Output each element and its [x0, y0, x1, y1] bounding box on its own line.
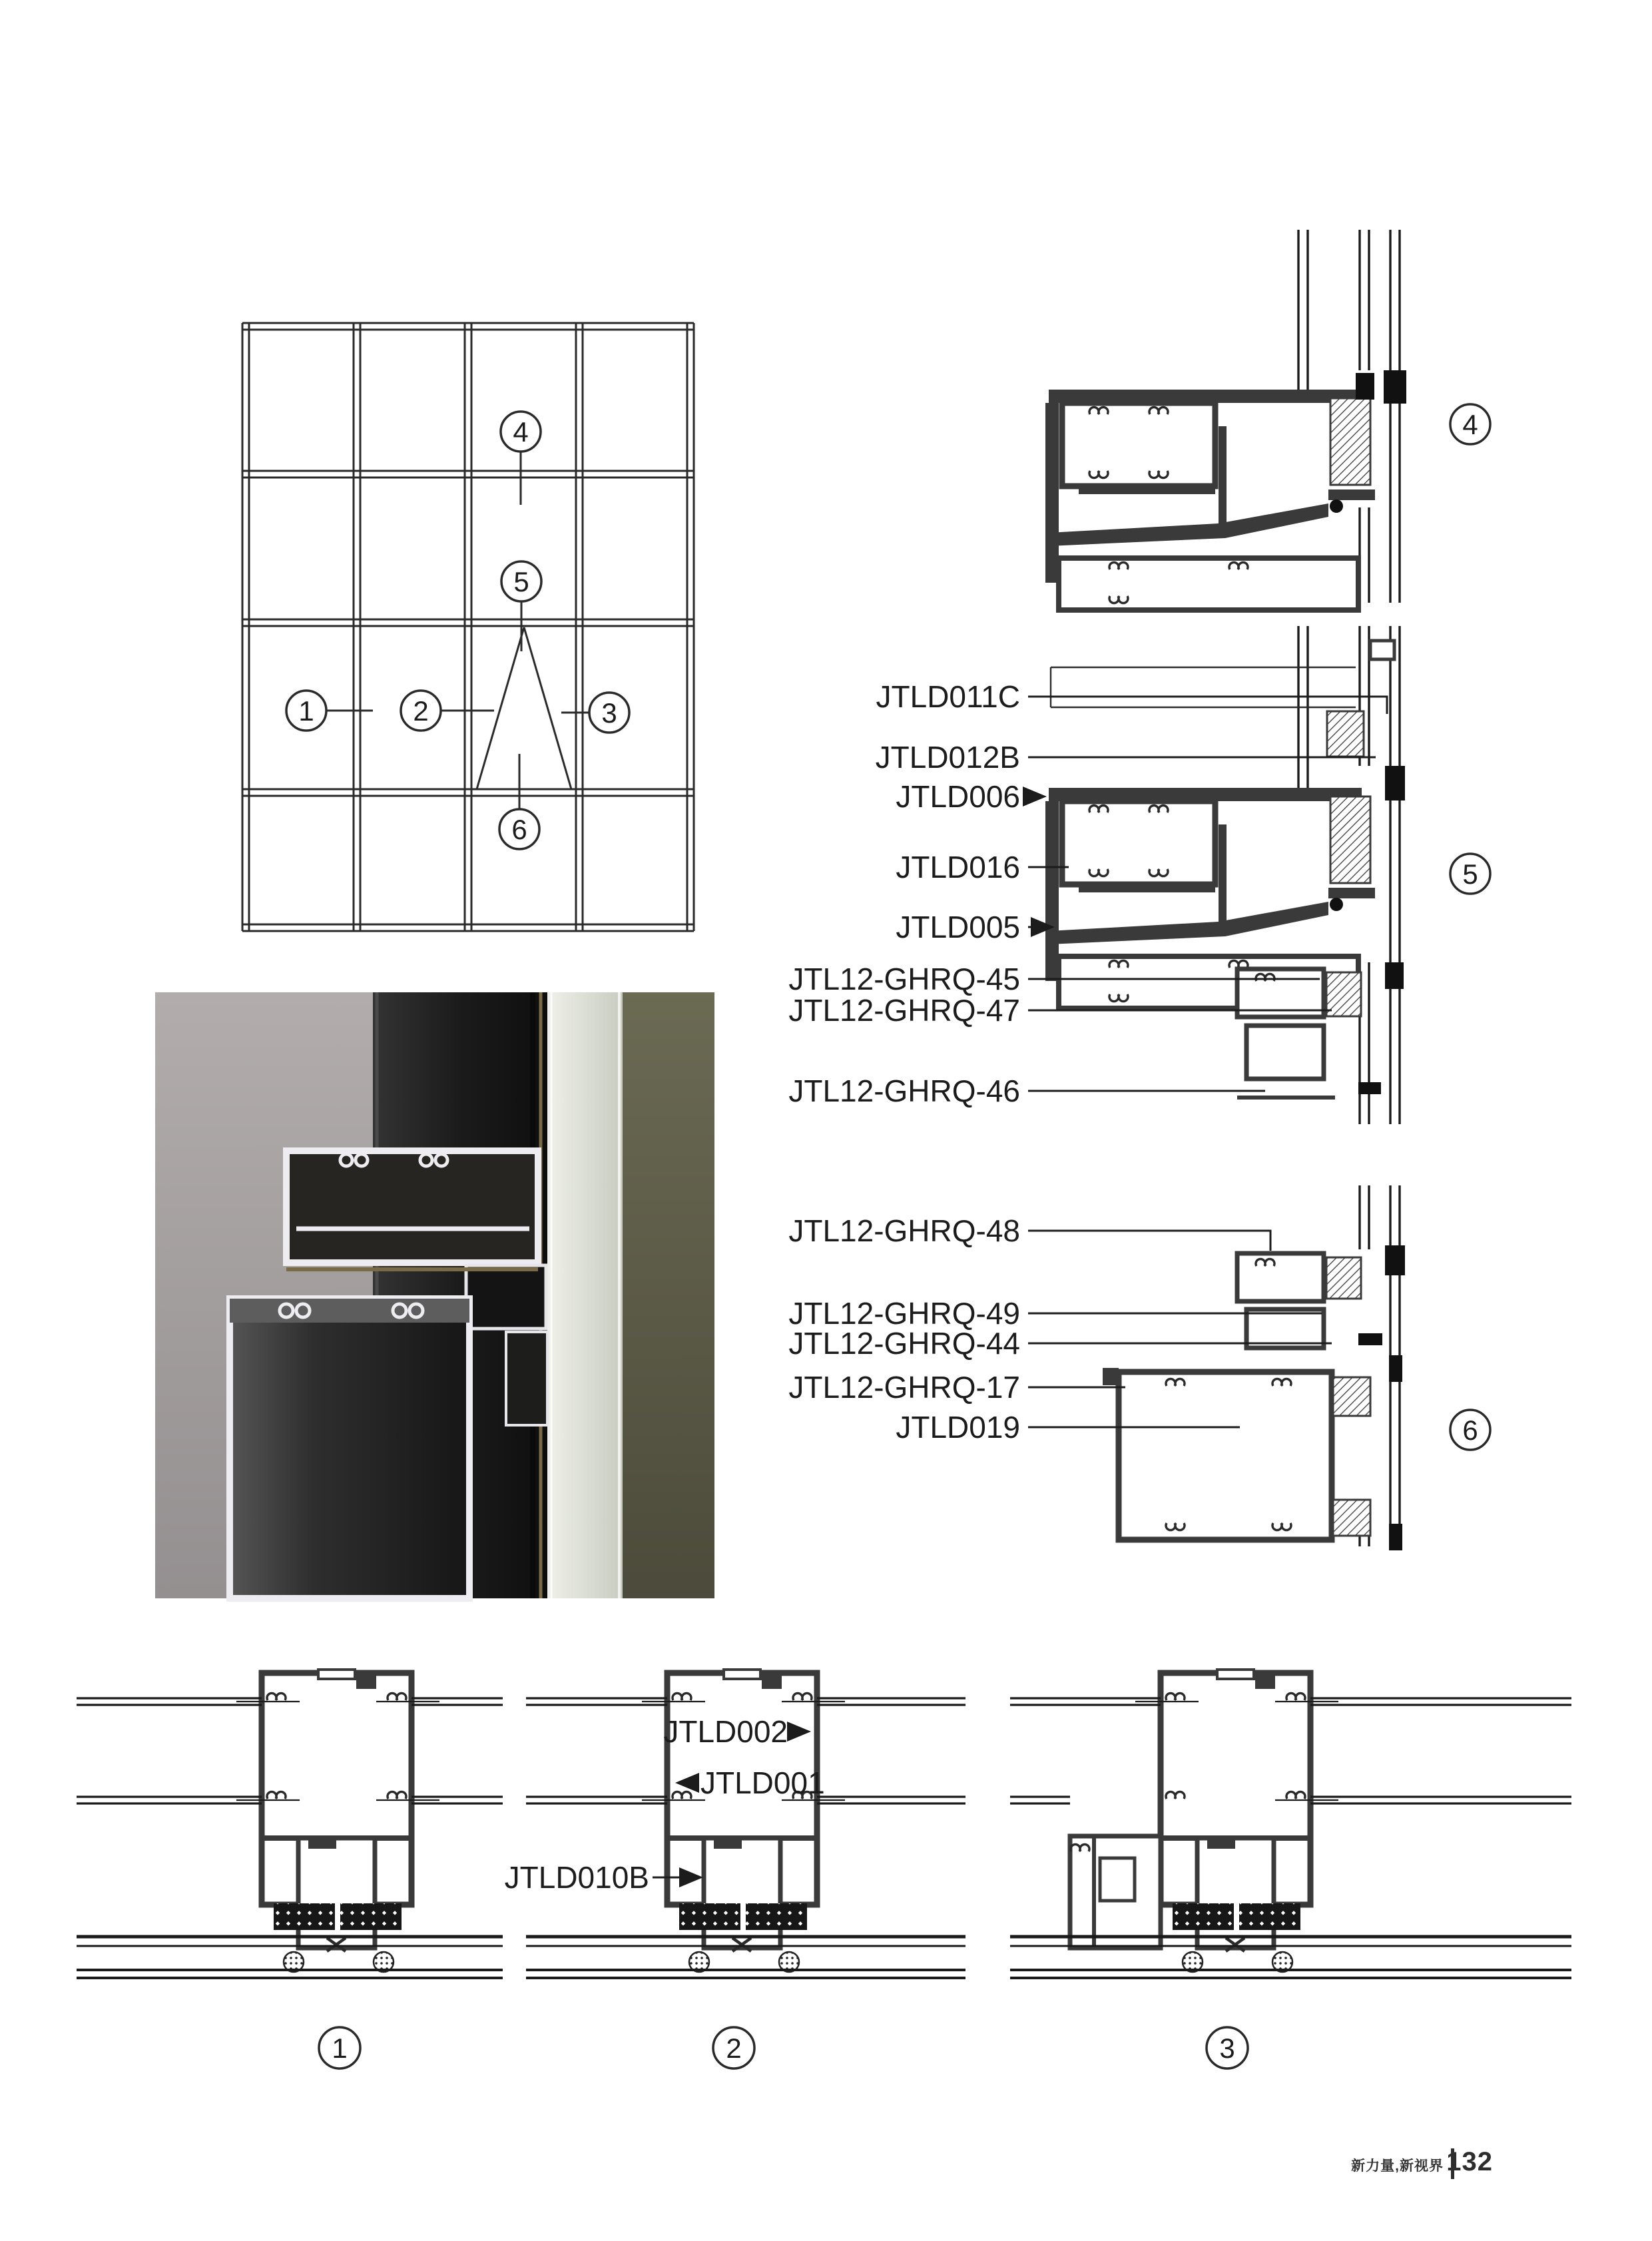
adapter-profile — [1237, 1253, 1324, 1301]
gasket — [1358, 1082, 1381, 1094]
detail-6-section — [1103, 1245, 1405, 1550]
part-label-jtld011c: JTLD011C — [876, 679, 1020, 714]
part-label-ghrq47: JTL12-GHRQ-47 — [788, 993, 1020, 1028]
sub-frame-6 — [1237, 1245, 1405, 1348]
callout-number: 6 — [511, 814, 527, 845]
elevation-callout-leaders — [326, 452, 589, 808]
callout-number: 5 — [1462, 858, 1478, 890]
photo-glass-inner — [547, 992, 623, 1598]
horizontal-section-details — [67, 1652, 1598, 2091]
detail-3-section — [1010, 1670, 1571, 1978]
page-footer — [1265, 2146, 1571, 2186]
elevation-grid — [242, 323, 694, 931]
gasket — [1389, 1355, 1402, 1382]
part-label-jtld010b: JTLD010B — [504, 1860, 649, 1895]
callout-number: 2 — [726, 2033, 742, 2064]
top-seal-block — [1327, 711, 1364, 757]
detail-4-section — [1045, 370, 1406, 610]
part-label-ghrq45: JTL12-GHRQ-45 — [788, 962, 1020, 996]
part-label-ghrq46: JTL12-GHRQ-46 — [788, 1074, 1020, 1108]
part-label-jtld006: JTLD006 — [896, 779, 1020, 814]
callout-number: 3 — [1219, 2033, 1235, 2064]
adapter-profile — [1246, 1309, 1324, 1348]
part-label-jtld001: JTLD001 — [700, 1765, 825, 1800]
part-label-jtld012b: JTLD012B — [875, 740, 1020, 775]
detail-callout-numbers — [1462, 409, 1478, 1446]
gasket — [1385, 766, 1405, 800]
bottom-callout-circles — [319, 2027, 1248, 2069]
sub-frame-5 — [1237, 962, 1404, 1098]
page-number: 132 — [1446, 2147, 1493, 2176]
detail-callout-circles — [1450, 404, 1490, 1450]
photo-glass-outer — [623, 992, 714, 1598]
part-label-ghrq49: JTL12-GHRQ-49 — [788, 1296, 1020, 1331]
frame-box — [1119, 1372, 1332, 1540]
callout-number: 5 — [513, 566, 529, 597]
curtain-wall-elevation — [200, 280, 772, 966]
detail-5-section — [1045, 641, 1405, 1098]
callout-number: 2 — [413, 695, 429, 727]
flange — [1103, 1368, 1119, 1385]
part-label-ghrq48: JTL12-GHRQ-48 — [788, 1213, 1020, 1248]
gasket — [1385, 962, 1404, 989]
part-label-jtld019: JTLD019 — [896, 1410, 1020, 1444]
callout-number: 3 — [601, 697, 617, 729]
side-vent-box — [1070, 1836, 1161, 1948]
open-sash-projection — [1051, 667, 1356, 707]
vent-triangle-symbol — [477, 627, 571, 789]
bottom-callout-numbers — [332, 2033, 1235, 2064]
mullion-box-6 — [1103, 1355, 1402, 1550]
profile-3d-render-photo — [155, 992, 714, 1598]
detail-1-section — [77, 1670, 503, 1978]
callout-number: 1 — [298, 695, 314, 727]
seal-block — [1333, 1377, 1370, 1416]
gasket — [1358, 1333, 1382, 1345]
gasket — [1385, 1245, 1405, 1275]
gasket — [1384, 370, 1406, 404]
callout-number: 4 — [513, 416, 529, 448]
seal-block — [1326, 1257, 1361, 1299]
footer-slogan: 新力量,新视界 — [1351, 2158, 1444, 2174]
photo-mullion-body — [230, 1299, 469, 1598]
part-label-ghrq17: JTL12-GHRQ-17 — [788, 1370, 1020, 1405]
adapter-profile — [1246, 1026, 1324, 1079]
gasket — [1389, 1524, 1402, 1550]
callout-number: 4 — [1462, 409, 1478, 440]
part-label-jtld016: JTLD016 — [896, 850, 1020, 884]
pressure-plate — [1370, 641, 1394, 659]
part-label-ghrq44: JTL12-GHRQ-44 — [788, 1326, 1020, 1361]
part-label-jtld005: JTLD005 — [896, 910, 1020, 944]
callout-number: 1 — [332, 2033, 348, 2064]
gasket — [1356, 373, 1374, 400]
seal-block — [1333, 1500, 1370, 1536]
callout-number: 6 — [1462, 1415, 1478, 1446]
part-label-jtld002: JTLD002 — [663, 1714, 788, 1749]
